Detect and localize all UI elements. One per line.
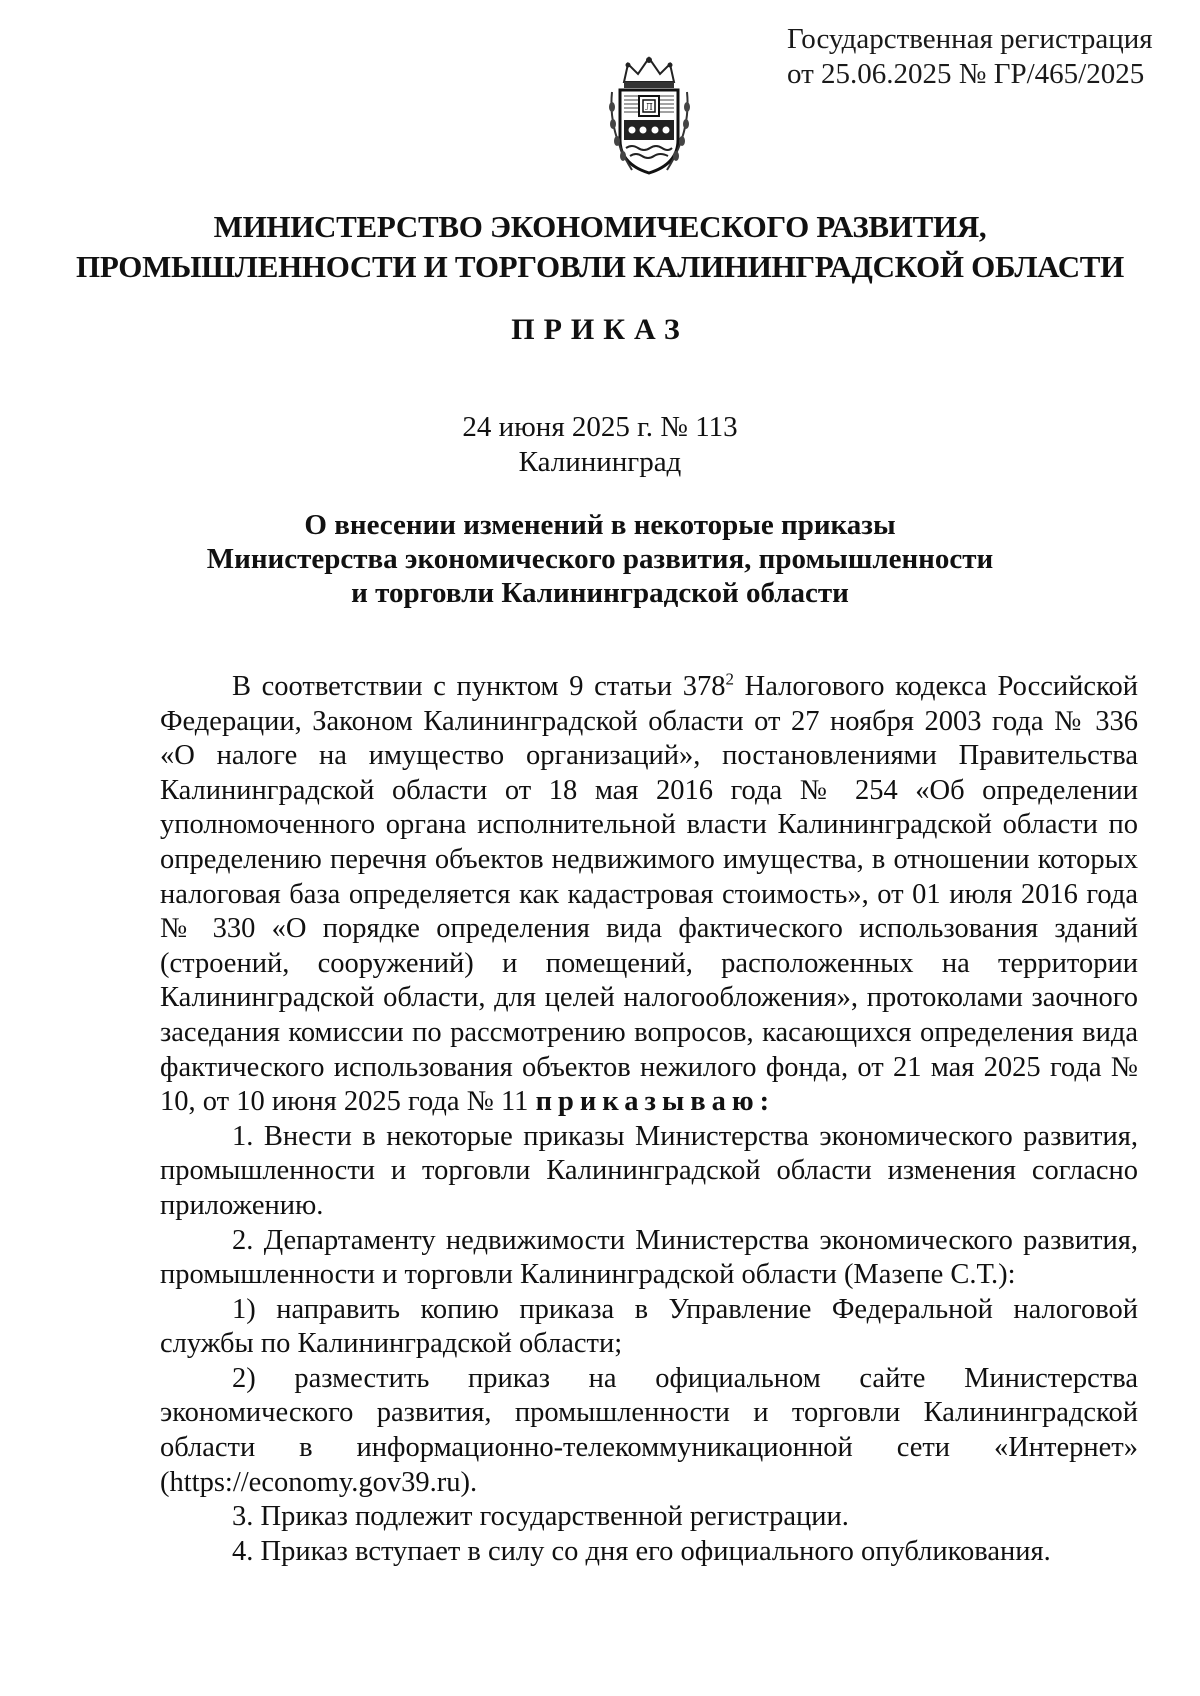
ministry-name-line-2: ПРОМЫШЛЕННОСТИ И ТОРГОВЛИ КАЛИНИНГРАДСКОЙ ОБЛАСТИ [76,249,1124,284]
registration-line-1: Государственная регистрация [787,23,1153,55]
preamble-superscript: 2 [725,669,734,689]
order-body [160,670,1138,1569]
order-item-2: 2. Департаменту недвижимости Министерства экономического развития, промышленности и торговли Калининградской области (Мазепе С.Т.): [160,1224,1138,1291]
preamble-paragraph [160,670,1138,1120]
ministry-name-line-1: МИНИСТЕРСТВО ЭКОНОМИЧЕСКОГО РАЗВИТИЯ, [213,209,987,244]
order-item-1: 1. Внести в некоторые приказы Министерства экономического развития, промышленности и торговли Калининградской области изменения согласно приложению. [160,1120,1138,1221]
order-word: приказываю: [535,1086,776,1118]
kaliningrad-coat-of-arms-icon [602,52,697,177]
document-type: ПРИКАЗ [511,313,689,346]
order-item-3: 3. Приказ подлежит государственной регистрации. [232,1501,849,1533]
preamble-start: В соответствии с пунктом 9 статьи 378 [232,671,726,702]
subject-line-2: Министерства экономического развития, промышленности [206,543,994,575]
order-item-2-2: 2) разместить приказ на официальном сайте Министерства экономического развития, промышленности и торговли Калининградской области в информационно-телекоммуникационной сети «Интернет» (https://economy.gov39.ru). [160,1362,1138,1498]
svg-text:Л: Л [645,103,653,113]
order-date-block [0,410,1200,480]
order-subject [0,508,1200,610]
order-item-4: 4. Приказ вступает в силу со дня его официального опубликования. [232,1535,1051,1567]
order-date-number: 24 июня 2025 г. № 113 [462,411,738,443]
order-city: Калининград [518,446,682,478]
preamble-rest: Налогового кодекса Российской Федерации, Законом Калининградской области от 27 ноября 2003 года № 336 «О налоге на имущество организаций», постановлениями Правительства Калининградской области от 18 мая 2016 года № 254 «Об определении уполномоченного органа исполнительной власти Калининградской области по определению перечня объектов недвижимого имущества, в отношении которых налоговая база определяется как кадастровая стоимость», от 01 июля 2016 года № 330 «О порядке определения вида фактического использования зданий (строений, сооружений) и помещений, расположенных на территории Калининградской области, для целей налогообложения», протоколами заочного заседания комиссии по рассмотрению вопросов, касающихся определения вида фактического использования объектов нежилого фонда, от 21 мая 2025 года № 10, от 10 июня 2025 года № 11 [160,671,1138,1118]
registration-line-2: от 25.06.2025 № ГР/465/2025 [787,58,1145,90]
subject-line-1: О внесении изменений в некоторые приказы [304,509,896,541]
registration-stamp [787,22,1177,92]
subject-line-3: и торговли Калининградской области [351,577,849,609]
order-item-2-1: 1) направить копию приказа в Управление Федеральной налоговой службы по Калининградской области; [160,1293,1138,1360]
ministry-name [0,207,1200,287]
